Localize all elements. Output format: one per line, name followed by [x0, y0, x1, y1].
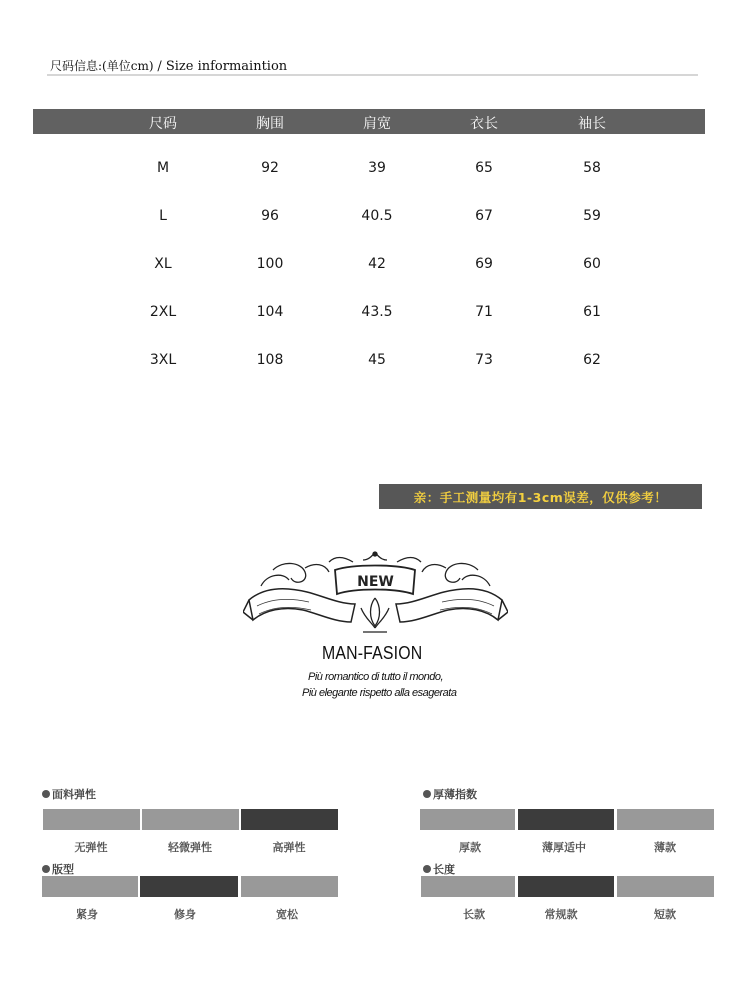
scale-label: 高弹性	[272, 841, 306, 854]
scale-segment	[617, 809, 714, 830]
table-cell: 100	[256, 256, 284, 272]
size-info-label-en: / Size informaintion	[157, 59, 288, 74]
table-cell: 92	[261, 160, 279, 176]
table-cell: 65	[475, 160, 493, 176]
table-cell: 40.5	[361, 208, 393, 224]
table-cell: 96	[261, 208, 279, 224]
table-cell: 104	[256, 304, 284, 320]
brand-name: MAN-FASION	[322, 643, 423, 663]
table-cell: XL	[154, 256, 172, 272]
scale-label: 宽松	[276, 908, 298, 921]
scale-label: 紧身	[76, 908, 98, 921]
table-cell: L	[159, 208, 167, 224]
scale-label: 薄厚适中	[542, 841, 586, 854]
measurement-note: 亲：手工测量均有1-3cm误差，仅供参考！	[379, 484, 702, 509]
new-badge: NEW	[357, 574, 394, 590]
table-cell: 60	[583, 256, 601, 272]
table-cell: 43.5	[361, 304, 393, 320]
bullet-icon	[42, 865, 50, 873]
table-cell: 39	[368, 160, 386, 176]
table-cell: 45	[368, 352, 386, 368]
bullet-icon	[423, 865, 431, 873]
scale-label: 修身	[174, 908, 196, 921]
table-cell: 2XL	[149, 304, 177, 320]
column-header: 胸围	[256, 116, 284, 132]
table-cell: M	[156, 160, 170, 176]
scale-segment	[241, 876, 338, 897]
scale-segment	[43, 809, 140, 830]
scale-segment-selected	[518, 876, 614, 897]
brand-tagline: Più romantico di tutto il mondo,	[308, 671, 444, 683]
scale-label: 无弹性	[74, 841, 108, 854]
table-cell: 67	[475, 208, 493, 224]
bullet-icon	[423, 790, 431, 798]
table-cell: 59	[583, 208, 601, 224]
column-header: 尺码	[149, 116, 177, 132]
table-cell: 3XL	[149, 352, 177, 368]
scale-label: 轻微弹性	[168, 841, 212, 854]
column-header: 衣长	[470, 116, 498, 132]
scale-segment-selected	[140, 876, 238, 897]
scale-label: 常规款	[544, 908, 578, 921]
table-cell: 58	[583, 160, 601, 176]
table-cell: 69	[475, 256, 493, 272]
scale-segment	[617, 876, 714, 897]
attribute-title: 厚薄指数	[423, 786, 477, 802]
scale-segment	[142, 809, 239, 830]
bullet-icon	[42, 790, 50, 798]
scale-segment	[421, 876, 515, 897]
brand-logo	[243, 548, 508, 640]
scale-label: 短款	[654, 908, 676, 921]
table-cell: 73	[475, 352, 493, 368]
scale-segment-selected	[241, 809, 338, 830]
table-cell: 61	[583, 304, 601, 320]
scale-segment	[420, 809, 515, 830]
brand-tagline: Più elegante rispetto alla esagerata	[302, 687, 457, 699]
table-cell: 71	[475, 304, 493, 320]
column-header: 肩宽	[363, 116, 391, 132]
attribute-title: 长度	[423, 861, 455, 877]
attribute-title: 面料弹性	[42, 786, 96, 802]
scale-segment-selected	[518, 809, 614, 830]
size-table-body	[33, 0, 705, 400]
table-cell: 108	[256, 352, 284, 368]
attribute-title: 版型	[42, 861, 74, 877]
table-cell: 62	[583, 352, 601, 368]
scale-label: 长款	[463, 908, 485, 921]
ornament-ribbon-icon	[243, 548, 508, 640]
scale-label: 厚款	[459, 841, 481, 854]
table-cell: 42	[368, 256, 386, 272]
scale-segment	[42, 876, 138, 897]
column-header: 袖长	[578, 116, 606, 132]
scale-label: 薄款	[654, 841, 676, 854]
size-info-label-cn: 尺码信息:(单位cm)	[50, 59, 154, 73]
